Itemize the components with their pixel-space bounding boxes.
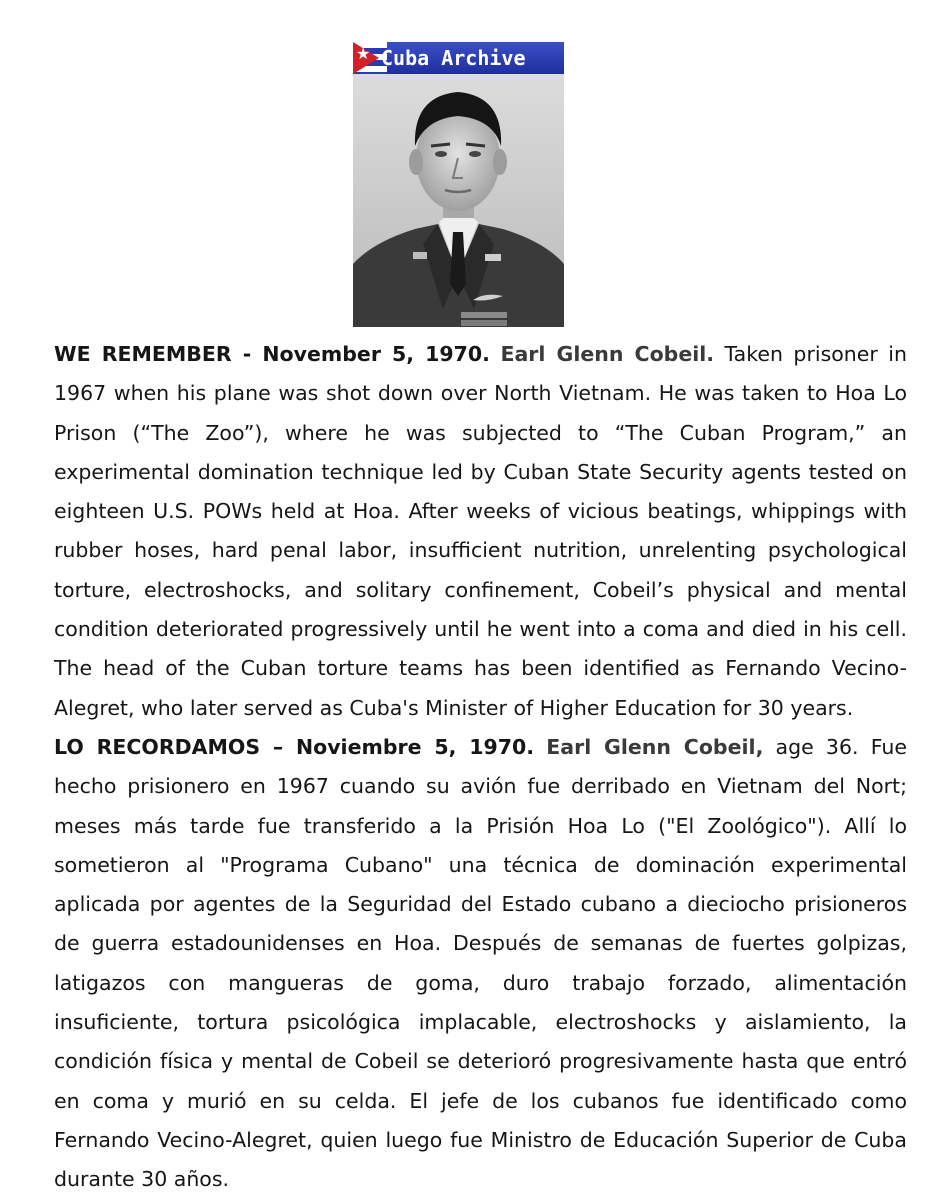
cuba-archive-banner [353, 42, 564, 74]
spanish-paragraph [54, 728, 907, 1200]
star-icon: ★ [356, 44, 371, 63]
english-name: Earl Glenn Cobeil. [500, 342, 715, 366]
english-paragraph [54, 335, 907, 728]
portrait-photo [353, 74, 564, 327]
spanish-name: Earl Glenn Cobeil, [546, 734, 764, 759]
portrait-illustration [353, 74, 564, 327]
banner-title: Cuba Archive [381, 46, 526, 70]
english-body: Taken prisoner in 1967 when his plane was shot down over North Vietnam. He was taken to Hoa Lo Prison (“The Zoo”), where he was subjected to “The Cuban Program,” an experimental domination technique led by Cuban State Security agents tested on eighteen U.S. POWs held at Hoa. After weeks of vicious beatings, whippings with rubber hoses, hard penal labor, insufficient nutrition, unrelenting psychological torture, electroshocks, and solitary confinement, Cobeil’s physical and mental condition deteriorated progressively until he went into a coma and died in his cell. The head of the Cuban torture teams has been identified as Fernando Vecino-Alegret, who later served as Cuba's Minister of Higher Education for 30 years. [54, 342, 907, 720]
memorial-text [54, 335, 907, 1200]
spanish-body: age 36. Fue hecho prisionero en 1967 cuando su avión fue derribado en Vietnam del Nort; meses más tarde fue transferido a la Prisión Hoa Lo ("El Zoológico"). Allí lo sometieron al "Programa Cubano" una técnica de dominación experimental aplicada por agentes de la Seguridad del Estado cubano a dieciocho prisioneros de guerra estadounidenses en Hoa. Después de semanas de fuertes golpizas, latigazos con mangueras de goma, duro trabajo forzado, alimentación insuficiente, tortura psicológica implacable, electroshocks y aislamiento, la condición física y mental de Cobeil se deterioró progresivamente hasta que entró en coma y murió en su celda. El jefe de los cubanos fue identificado como Fernando Vecino-Alegret, quien luego fue Ministro de Educación Superior de Cuba durante 30 años. [54, 734, 907, 1192]
english-heading: WE REMEMBER - November 5, 1970. [54, 342, 490, 366]
spanish-heading: LO RECORDAMOS – Noviembre 5, 1970. [54, 734, 535, 759]
